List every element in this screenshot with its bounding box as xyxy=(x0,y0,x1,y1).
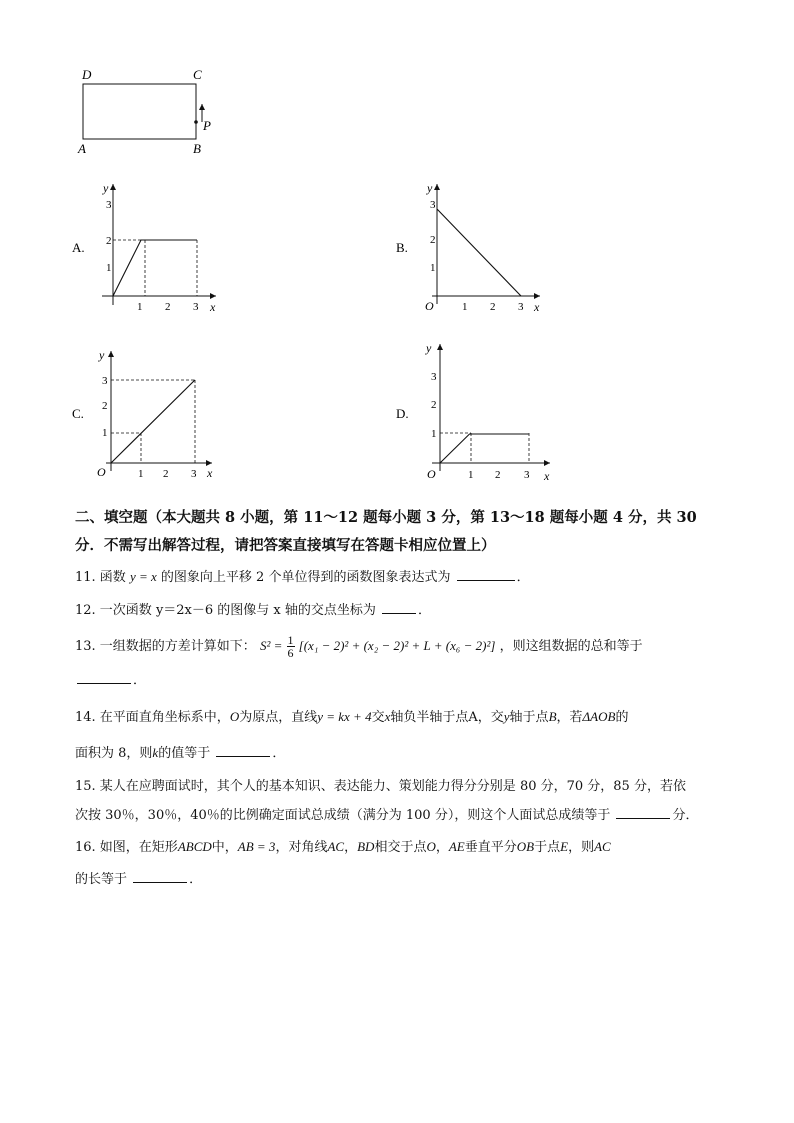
x-tick-1: 1 xyxy=(138,468,144,480)
label-b: B xyxy=(193,141,201,156)
q15-end: 分． xyxy=(672,808,699,823)
y-tick-3: 3 xyxy=(102,375,108,387)
option-b-letter: B. xyxy=(396,240,408,255)
option-c-letter: C. xyxy=(72,406,84,421)
q14-text: 交 xyxy=(371,710,385,725)
x-tick-2: 2 xyxy=(165,301,171,313)
origin-label: O xyxy=(427,467,436,481)
y-tick-3: 3 xyxy=(430,199,436,211)
fraction-numerator: 1 xyxy=(287,633,294,647)
q11-math: y = x xyxy=(129,569,157,584)
option-b-graph xyxy=(396,181,540,314)
question-11 xyxy=(75,568,530,587)
y-tick-2: 2 xyxy=(431,399,437,411)
y-axis-label: y xyxy=(103,181,109,195)
x-tick-3: 3 xyxy=(524,469,530,481)
q16-math: AB = 3 xyxy=(237,839,276,854)
q14-text: 为原点，直线 xyxy=(239,710,318,725)
question-16-line2 xyxy=(75,870,202,889)
section-heading-line1: 二、填空题（本大题共 8 小题，第 11～12 题每小题 3 分，第 13～18 题每小题 4 分，共 30 xyxy=(75,509,697,526)
question-15-line2 xyxy=(75,806,699,825)
label-p: P xyxy=(203,118,211,133)
q13-text: 13. 一组数据的方差计算如下： xyxy=(75,639,256,654)
q14-text: 14. 在平面直角坐标系中， xyxy=(75,710,230,725)
q16-text: 的长等于 xyxy=(75,872,128,887)
x-tick-3: 3 xyxy=(518,301,524,313)
option-c-graph xyxy=(72,348,213,480)
fraction-denominator: 6 xyxy=(287,646,294,660)
q16-text: ， xyxy=(435,840,449,855)
q14-math: k xyxy=(152,745,159,760)
q14-math: O xyxy=(229,709,240,724)
option-d-letter: D. xyxy=(396,406,409,421)
q16-math: E xyxy=(560,839,569,854)
function-graph xyxy=(437,209,521,296)
point-p xyxy=(194,120,198,124)
question-13-line2 xyxy=(75,671,146,690)
label-a: A xyxy=(78,141,86,156)
q16-text: 于点 xyxy=(534,840,561,855)
question-12 xyxy=(75,601,431,620)
q14-text: 的 xyxy=(615,710,629,725)
x-tick-3: 3 xyxy=(191,468,197,480)
x-axis-label: x xyxy=(207,466,213,480)
function-graph xyxy=(113,240,197,296)
question-16 xyxy=(75,838,611,857)
y-axis-label: y xyxy=(99,348,105,362)
q16-math: BD xyxy=(357,839,375,854)
q16-text: 垂直平分 xyxy=(464,840,517,855)
origin-label: O xyxy=(425,299,434,313)
label-c: C xyxy=(193,67,202,82)
answer-blank[interactable] xyxy=(382,601,416,614)
q14-math: B xyxy=(548,709,557,724)
origin-label: O xyxy=(97,465,106,479)
q16-end: ． xyxy=(189,872,203,887)
option-a-graph xyxy=(72,181,216,314)
answer-blank[interactable] xyxy=(457,568,515,581)
q16-text: 相交于点 xyxy=(374,840,427,855)
x-tick-2: 2 xyxy=(495,469,501,481)
question-14 xyxy=(75,708,628,727)
q16-math: AC xyxy=(594,839,611,854)
q14-text: 的值等于 xyxy=(158,746,211,761)
q12-end: ． xyxy=(418,603,432,618)
x-tick-3: 3 xyxy=(193,301,199,313)
q13-expression: [(x₁ − 2)² + (x₂ − 2)² + L + (x₆ − 2)²] xyxy=(298,638,496,653)
q12-text: 12. 一次函数 y＝2x－6 的图像与 x 轴的交点坐标为 xyxy=(75,603,376,618)
q16-text: ， xyxy=(344,840,358,855)
answer-blank[interactable] xyxy=(616,806,670,819)
q14-text: 轴负半轴于点A，交 xyxy=(390,710,504,725)
fraction xyxy=(287,634,295,659)
q14-text: ，若 xyxy=(556,710,583,725)
x-tick-1: 1 xyxy=(468,469,474,481)
answer-blank[interactable] xyxy=(216,744,270,757)
q14-math: x xyxy=(384,709,391,724)
q16-math: OB xyxy=(516,839,535,854)
q11-end: ． xyxy=(516,570,530,585)
answer-blank[interactable] xyxy=(77,671,131,684)
option-d-graph xyxy=(396,341,550,483)
x-axis-label: x xyxy=(534,300,540,314)
q14-text: 面积为 8，则 xyxy=(75,746,153,761)
q16-text: 中， xyxy=(211,840,238,855)
q14-end: ． xyxy=(272,746,286,761)
y-tick-1: 1 xyxy=(102,427,108,439)
y-tick-2: 2 xyxy=(106,235,112,247)
y-tick-2: 2 xyxy=(430,234,436,246)
q11-text: 11. 函数 xyxy=(75,570,126,585)
q13-end: ． xyxy=(133,673,147,688)
y-tick-2: 2 xyxy=(102,400,108,412)
q16-text: 16. 如图，在矩形 xyxy=(75,840,178,855)
q13-s2: S² = xyxy=(259,638,283,653)
y-tick-3: 3 xyxy=(106,199,112,211)
answer-blank[interactable] xyxy=(133,870,187,883)
q14-math: y = kx + 4 xyxy=(317,709,372,724)
label-d: D xyxy=(82,67,92,82)
x-axis-label: x xyxy=(544,469,550,483)
q11-text: 的图象向上平移 2 个单位得到的函数图象表达式为 xyxy=(160,570,451,585)
question-15: 15. 某人在应聘面试时，其个人的基本知识、表达能力、策划能力得分分别是 80 分，70 分，85 分，若依 xyxy=(75,779,686,794)
section-heading-line2: 分．不需写出解答过程，请把答案直接填写在答题卡相应位置上） xyxy=(75,537,496,554)
question-14-line2 xyxy=(75,744,285,763)
q15-text: 次按 30％，30％，40％的比例确定面试总成绩（满分为 100 分），则这个人面试总成绩等于 xyxy=(75,808,611,823)
figures xyxy=(0,0,794,500)
q14-math: ΔAOB xyxy=(582,709,616,724)
q16-text: ，则 xyxy=(568,840,595,855)
question-13 xyxy=(75,633,643,660)
q16-math: AE xyxy=(448,839,465,854)
y-axis-label: y xyxy=(426,341,432,355)
y-tick-1: 1 xyxy=(431,428,437,440)
x-tick-2: 2 xyxy=(163,468,169,480)
function-graph xyxy=(440,434,529,463)
rectangle-figure xyxy=(77,67,211,156)
y-tick-3: 3 xyxy=(431,371,437,383)
q13-text: ，则这组数据的总和等于 xyxy=(499,639,643,654)
x-tick-1: 1 xyxy=(462,301,468,313)
q16-text: ，对角线 xyxy=(275,840,328,855)
y-axis-label: y xyxy=(427,181,433,195)
option-a-letter: A. xyxy=(72,240,85,255)
q16-math: AC xyxy=(327,839,345,854)
q16-math: O xyxy=(426,839,436,854)
y-tick-1: 1 xyxy=(430,262,436,274)
x-tick-1: 1 xyxy=(137,301,143,313)
function-graph xyxy=(111,380,195,463)
x-tick-2: 2 xyxy=(490,301,496,313)
y-tick-1: 1 xyxy=(106,262,112,274)
q14-text: 轴于点 xyxy=(509,710,549,725)
q16-math: ABCD xyxy=(177,839,212,854)
q14-math: y xyxy=(503,709,510,724)
x-axis-label: x xyxy=(210,300,216,314)
